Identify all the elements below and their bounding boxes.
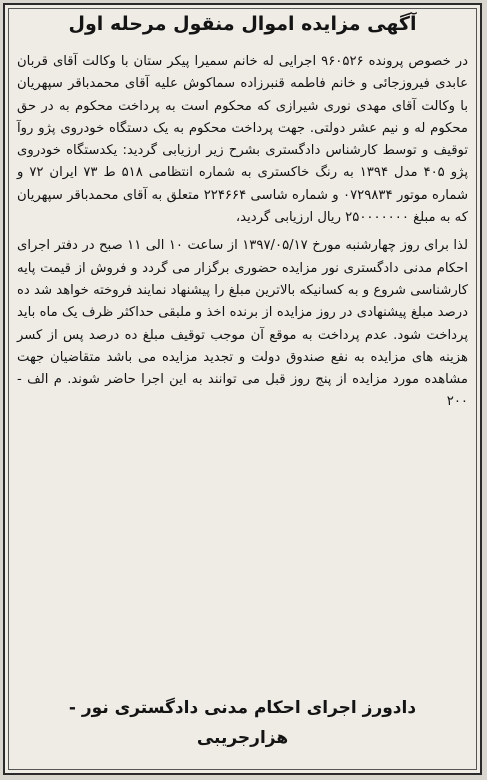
notice-body bbox=[17, 51, 468, 414]
signature-line-1: دادورز اجرای احکام مدنی دادگستری نور - bbox=[68, 698, 417, 718]
notice-title: آگهی مزایده اموال منقول مرحله اول bbox=[68, 13, 417, 35]
signature-line-2: هزارجریبی bbox=[196, 728, 289, 748]
notice-paragraph-case: در خصوص پرونده ۹۶۰۵۲۶ اجرایی له خانم سمیرا پیکر ستان با وکالت آقای قربان عابدی فیروزجائی و خانم فاطمه قنبرزاده سماکوش علیه آقای محمدباقر سپهریان با وکالت آقای مهدی نوری شیرازی که محکوم است به پرداخت محکوم به در حق محکوم له و نیم عشر دولتی. جهت پرداخت محکوم به یک دستگاه خودروی پژو روآ توقیف و توسط کارشناس دادگستری بشرح زیر ارزیابی گردید: یکدستگاه خودروی پژو ۴۰۵ مدل ۱۳۹۴ به رنگ خاکستری به شماره انتظامی ۵۱۸ ط ۷۳ ایران ۷۲ و شماره موتور ۰۷۲۹۸۳۴ و شماره شاسی ۲۲۴۶۶۴ متعلق به آقای محمدباقر سپهریان که به مبلغ ۲۵۰۰۰۰۰۰۰ ریال ارزیابی گردید، bbox=[17, 54, 469, 226]
notice-paragraph-auction: لذا برای روز چهارشنبه مورخ ۱۳۹۷/۰۵/۱۷ از ساعت ۱۰ الی ۱۱ صبح در دفتر اجرای احکام مدنی دادگستری نور مزایده حضوری برگزار می گردد و فروش از قیمت پایه کارشناسی شروع و به کسانیکه بالاترین مبلغ را پیشنهاد نمایند فروخته خواهد شد ده درصد مبلغ پیشنهادی در روز مزایده از برنده اخذ و ملبقی حداکثر ظرف یک ماه باید پرداخت شود. عدم پرداخت به موقع آن موجب توقیف مبلغ ده درصد پس از کسر هزینه های مزایده به نفع صندوق دولت و تجدید مزایده می باشد متقاضیان جهت مشاهده مورد مزایده از پنج روز قبل می توانند به این اجرا حاضر شوند. م الف - ۲۰۰ bbox=[17, 238, 468, 410]
notice-signature bbox=[5, 693, 480, 753]
newspaper-notice bbox=[3, 3, 482, 775]
